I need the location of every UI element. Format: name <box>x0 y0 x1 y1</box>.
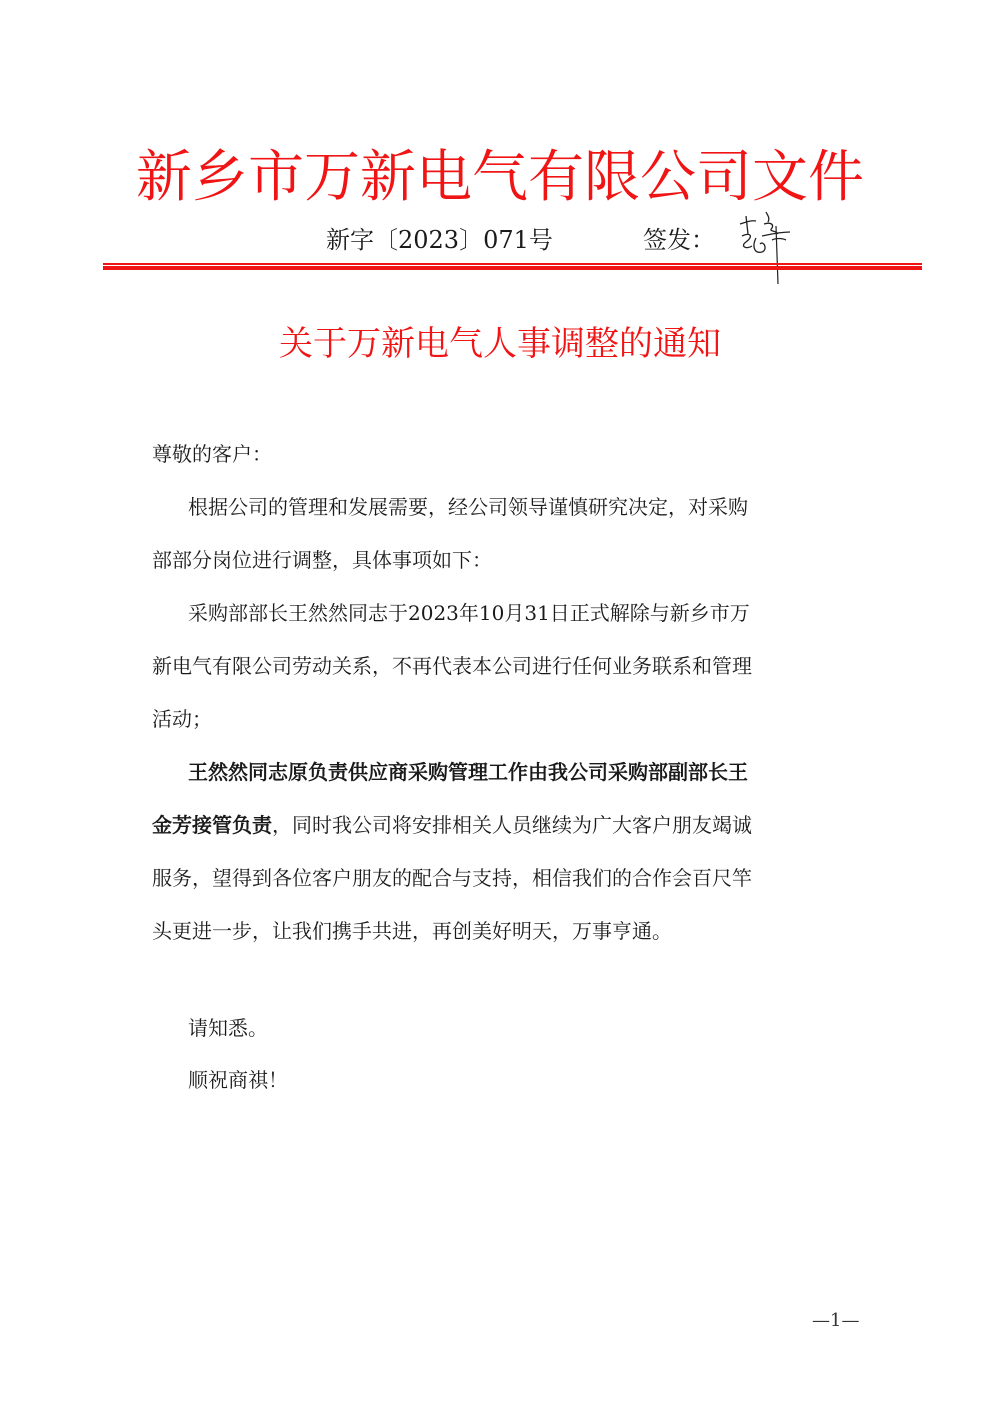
paragraph-2-line-1: 采购部部长王然然同志于2023年10月31日正式解除与新乡市万 <box>188 601 750 625</box>
paragraph-3-line-2-rest: ，同时我公司将安排相关人员继续为广大客户朋友竭诚 <box>272 813 752 837</box>
doc-number-row <box>0 222 1000 262</box>
paragraph-1-line-1: 根据公司的管理和发展需要，经公司领导谨慎研究决定，对采购 <box>188 495 748 519</box>
salutation: 尊敬的客户： <box>152 442 272 466</box>
paragraph-3-bold-segment: 金芳接管负责 <box>152 813 272 837</box>
paragraph-3-line-1: 王然然同志原负责供应商采购管理工作由我公司采购部副部长王 <box>188 760 748 784</box>
paragraph-2-line-2: 新电气有限公司劳动关系，不再代表本公司进行任何业务联系和管理 <box>152 654 752 678</box>
document-number: 新字〔2023〕071号 <box>326 226 553 254</box>
closing-line-2: 顺祝商祺！ <box>188 1068 288 1092</box>
issuer-label: 签发： <box>643 226 715 254</box>
closing-line-1: 请知悉。 <box>188 1016 268 1040</box>
paragraph-3-line-4: 头更进一步，让我们携手共进，再创美好明天，万事亨通。 <box>152 919 672 943</box>
notice-title: 关于万新电气人事调整的通知 <box>279 324 721 364</box>
header-divider-thin <box>103 263 922 265</box>
paragraph-1-line-2: 部部分岗位进行调整，具体事项如下： <box>152 548 492 572</box>
header-divider-thick <box>103 266 922 270</box>
paragraph-3-line-3: 服务，望得到各位客户朋友的配合与支持，相信我们的合作会百尺竿 <box>152 866 752 890</box>
org-document-title: 新乡市万新电气有限公司文件 <box>136 145 864 210</box>
paragraph-3-line-2 <box>152 799 852 852</box>
handwritten-signature-icon <box>732 206 802 286</box>
page-number: —1— <box>812 1310 860 1331</box>
closing <box>188 1002 288 1106</box>
paragraph-2-line-3: 活动； <box>152 707 212 731</box>
notice-body <box>152 428 852 958</box>
